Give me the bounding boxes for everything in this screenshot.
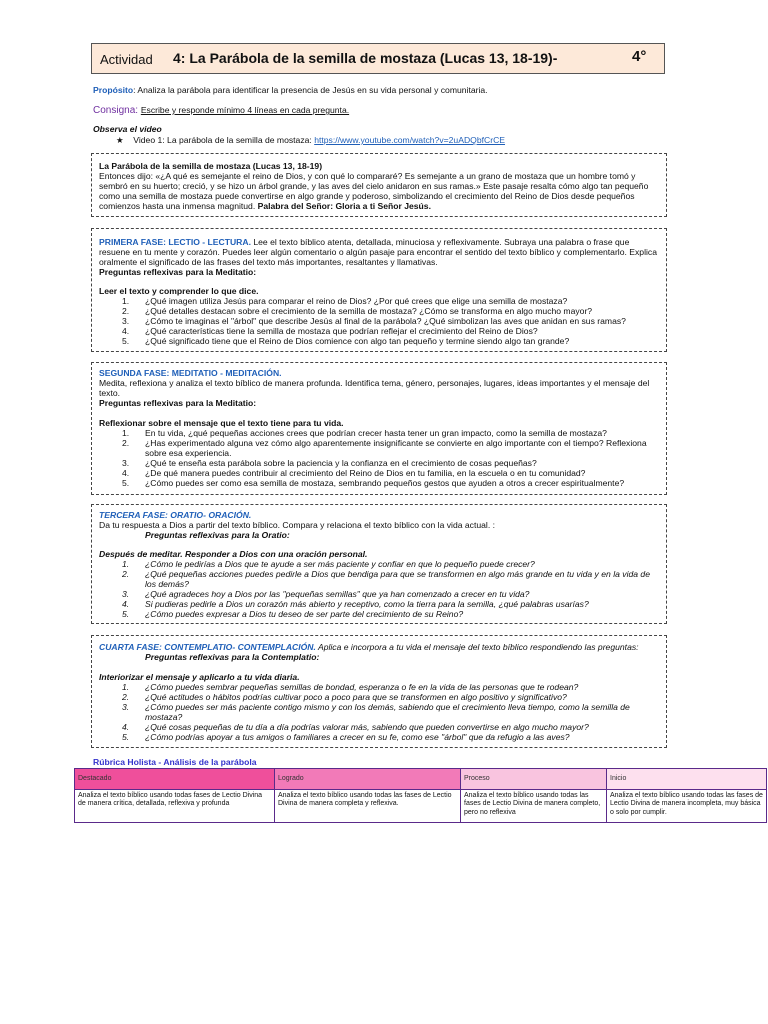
question-number: 3. xyxy=(122,316,130,326)
phase3-title: TERCERA FASE: ORATIO- ORACIÓN. xyxy=(99,510,252,520)
question-text: ¿Cómo puedes sembrar pequeñas semillas de bondad, esperanza o fe en la vida de las personas que te rodean? xyxy=(145,682,579,692)
instruction-text: Escribe y responde mínimo 4 líneas en cada pregunta. xyxy=(140,105,350,115)
question-number: 5. xyxy=(122,336,130,346)
video-text: Video 1: La parábola de la semilla de mostaza: xyxy=(133,135,312,145)
activity-label: Actividad xyxy=(100,52,153,67)
reading-box xyxy=(91,153,667,217)
reading-line: sembró en su huerto; creció, y se hizo un árbol grande, y las aves del cielo anidaron en sus ramas.» Este pasaje resalta cómo algo tan pequeño xyxy=(99,181,649,191)
question-number: 5. xyxy=(122,732,130,742)
question-text: ¿Qué agradeces hoy a Dios por las "pequeñas semillas" que ya han comenzado a crecer en tu vida? xyxy=(145,589,530,599)
question-number: 1. xyxy=(122,682,130,692)
question-number: 4. xyxy=(122,722,130,732)
grade-label: 4° xyxy=(632,48,647,65)
question-text: ¿Cómo puedes ser más paciente contigo mismo y con los demás, sabiendo que el crecimiento lleva tiempo, como la semilla de xyxy=(145,702,630,712)
phase1-box xyxy=(91,228,667,352)
reading-title: La Parábola de la semilla de mostaza (Lucas 13, 18-19) xyxy=(99,161,323,171)
reading-line: Entonces dijo: «¿A qué es semejante el reino de Dios, y con qué lo compararé? Es semejante a un grano de mostaza que un hombre tomó y xyxy=(99,171,636,181)
rubric-cell-destacado: Analiza el texto bíblico usando todas fases de Lectio Divina de manera crítica, detallada, reflexiva y profunda xyxy=(75,790,275,823)
phase3-intro: Da tu respuesta a Dios a partir del texto bíblico. Compara y relaciona el texto bíblico con la vida actual. : xyxy=(99,520,495,530)
question-number: 3. xyxy=(122,702,130,712)
phase3-box xyxy=(91,504,667,624)
phase2-box xyxy=(91,362,667,495)
question-text: ¿De qué manera puedes contribuir al crecimiento del Reino de Dios en tu familia, en la escuela o en tu comunidad? xyxy=(145,468,586,478)
star-bullet-icon: ★ xyxy=(116,135,124,145)
reading-closing: Palabra del Señor: Gloria a ti Señor Jesús. xyxy=(257,201,431,211)
rubric-table xyxy=(74,768,767,823)
question-text: Si pudieras pedirle a Dios un corazón más abierto y receptivo, como la tierra para la semilla, ¿qué palabras usarías? xyxy=(145,599,589,609)
purpose-label: Propósito xyxy=(93,85,134,95)
instruction-line: Consigna: Escribe y responde mínimo 4 líneas en cada pregunta. xyxy=(93,105,350,116)
phase4-heading: Interiorizar el mensaje y aplicarlo a tu vida diaria. xyxy=(99,672,300,682)
phase1-intro-line: oralmente el significado de las frases del texto más importantes, resaltantes y llamativas. xyxy=(99,257,438,267)
rubric-header-proceso: Proceso xyxy=(461,769,607,790)
rubric-cell-proceso: Analiza el texto bíblico usando todas las fases de Lectio Divina de manera completo, pero no reflexiva xyxy=(461,790,607,823)
video-item xyxy=(116,136,505,146)
phase4-intro: CUARTA FASE: CONTEMPLATIO- CONTEMPLACIÓN. Aplica e incorpora a tu vida el mensaje del texto bíblico respondiendo las preguntas: xyxy=(99,642,639,652)
phase1-intro: PRIMERA FASE: LECTIO - LECTURA. Lee el texto bíblico atenta, detallada, minuciosa y reflexivamente. Subraya una palabra o frase que xyxy=(99,237,630,247)
rubric-cell-inicio: Analiza el texto bíblico usando todas las fases de Lectio Divina de manera incompleta, muy básica o solo por cumplir. xyxy=(607,790,767,823)
rubric-header-row xyxy=(75,769,767,790)
question-number: 4. xyxy=(122,326,130,336)
question-text: ¿Cómo podrías apoyar a tus amigos o familiares a crecer en su fe, como ese "árbol" que da refugio a las aves? xyxy=(145,732,570,742)
question-text: En tu vida, ¿qué pequeñas acciones crees que podrían crecer hasta tener un gran impacto, como la semilla de mostaza? xyxy=(145,428,607,438)
phase2-intro-line: texto. xyxy=(99,388,121,398)
rubric-title: Rúbrica Holista - Análisis de la parábola xyxy=(93,757,257,767)
phase2-intro-line: Medita, reflexiona y analiza el texto bíblico de manera profunda. Identifica tema, género, personajes, lugares, ideas importantes y el mensaje del xyxy=(99,378,650,388)
purpose-line xyxy=(93,86,488,96)
phase1-subtitle: Preguntas reflexivas para la Meditatio: xyxy=(99,267,257,277)
question-text: ¿Qué cosas pequeñas de tu día a día podrías valorar más, sabiendo que pueden convertirse en algo mucho mayor? xyxy=(145,722,589,732)
rubric-header-destacado: Destacado xyxy=(75,769,275,790)
question-text: ¿Cómo te imaginas el "árbol" que describe Jesús al final de la parábola? ¿Qué simbolizan las aves que anidan en sus ramas? xyxy=(145,316,626,326)
video-link[interactable]: https://www.youtube.com/watch?v=2uADQbfCrCE xyxy=(314,135,506,145)
phase3-subtitle: Preguntas reflexivas para la Oratio: xyxy=(145,530,290,540)
phase2-title: SEGUNDA FASE: MEDITATIO - MEDITACIÓN. xyxy=(99,368,282,378)
question-text: ¿Has experimentado alguna vez cómo algo aparentemente insignificante se convierte en algo importante con el tiempo? Reflexiona xyxy=(145,438,647,448)
video-heading: Observa el video xyxy=(93,124,162,134)
reading-line: como una semilla de mostaza puede convertirse en algo grande y poderoso, simbolizando el crecimiento del Reino de Dios desde pequeños xyxy=(99,191,635,201)
phase1-intro-line: resuene en tu mente y corazón. Puedes leer algún comentario o algún pasaje para encontrar el sentido del texto bíblico y complementarlo. Explica xyxy=(99,247,657,257)
question-number: 2. xyxy=(122,692,130,702)
phase3-heading: Después de meditar. Responder a Dios con una oración personal. xyxy=(99,549,368,559)
rubric-header-logrado: Logrado xyxy=(275,769,461,790)
question-number: 5. xyxy=(122,609,130,619)
rubric-header-inicio: Inicio xyxy=(607,769,767,790)
question-text: ¿Cómo puedes expresar a Dios tu deseo de ser parte del crecimiento de su Reino? xyxy=(145,609,464,619)
question-number: 4. xyxy=(122,599,130,609)
question-text: ¿Qué significado tiene que el Reino de Dios comience con algo tan pequeño y termine siendo algo tan grande? xyxy=(145,336,570,346)
question-text: ¿Qué características tiene la semilla de mostaza que podrían reflejar el crecimiento del Reino de Dios? xyxy=(145,326,538,336)
phase4-box xyxy=(91,635,667,748)
phase4-title: CUARTA FASE: CONTEMPLATIO- CONTEMPLACIÓN. xyxy=(99,642,316,652)
phase1-heading: Leer el texto y comprender lo que dice. xyxy=(99,286,259,296)
question-number: 1. xyxy=(122,296,130,306)
phase1-title: PRIMERA FASE: LECTIO - LECTURA. xyxy=(99,237,251,247)
question-text: ¿Qué imagen utiliza Jesús para comparar el reino de Dios? ¿Por qué crees que elige una semilla de mostaza? xyxy=(145,296,568,306)
question-number: 1. xyxy=(122,559,130,569)
question-text: ¿Qué detalles destacan sobre el crecimiento de la semilla de mostaza? ¿Cómo se transforma en algo mucho mayor? xyxy=(145,306,593,316)
question-text: ¿Cómo le pedirías a Dios que te ayude a ser más paciente y confiar en que lo pequeño puede crecer? xyxy=(145,559,535,569)
phase2-subtitle: Preguntas reflexivas para la Meditatio: xyxy=(99,398,257,408)
purpose-text: : Analiza la parábola para identificar la presencia de Jesús en su vida personal y comunitaria. xyxy=(133,85,488,95)
question-number: 4. xyxy=(122,468,130,478)
question-text: ¿Qué pequeñas acciones puedes pedirle a Dios que bendiga para que se transformen en algo más grande en tu vida y en la vida de xyxy=(145,569,650,579)
activity-title-box xyxy=(91,43,665,74)
question-number: 5. xyxy=(122,478,130,488)
rubric-cell-logrado: Analiza el texto bíblico usando todas las fases de Lectio Divina de manera completa y reflexiva. xyxy=(275,790,461,823)
phase2-heading: Reflexionar sobre el mensaje que el texto tiene para tu vida. xyxy=(99,418,344,428)
question-text: los demás? xyxy=(145,579,189,589)
question-number: 3. xyxy=(122,589,130,599)
phase4-subtitle: Preguntas reflexivas para la Contemplatio: xyxy=(145,652,320,662)
instruction-label: Consigna xyxy=(93,105,136,116)
rubric-row xyxy=(75,790,767,823)
question-text: sobre esa experiencia. xyxy=(145,448,232,458)
reading-line-last: comienzos hasta una inmensa magnitud. Palabra del Señor: Gloria a ti Señor Jesús. xyxy=(99,201,431,211)
question-number: 2. xyxy=(122,569,130,579)
question-number: 1. xyxy=(122,428,130,438)
question-number: 2. xyxy=(122,306,130,316)
question-number: 2. xyxy=(122,438,130,448)
question-number: 3. xyxy=(122,458,130,468)
question-text: ¿Cómo puedes ser como esa semilla de mostaza, sembrando pequeños gestos que ayuden a otros a crecer espiritualmente? xyxy=(145,478,625,488)
question-text: ¿Qué actitudes o hábitos podrías cultivar poco a poco para que se transformen en algo positivo y significativo? xyxy=(145,692,567,702)
question-text: ¿Qué te enseña esta parábola sobre la paciencia y la confianza en el crecimiento de cosas pequeñas? xyxy=(145,458,537,468)
question-text: mostaza? xyxy=(145,712,183,722)
activity-title: 4: La Parábola de la semilla de mostaza (Lucas 13, 18-19)- xyxy=(173,50,558,66)
